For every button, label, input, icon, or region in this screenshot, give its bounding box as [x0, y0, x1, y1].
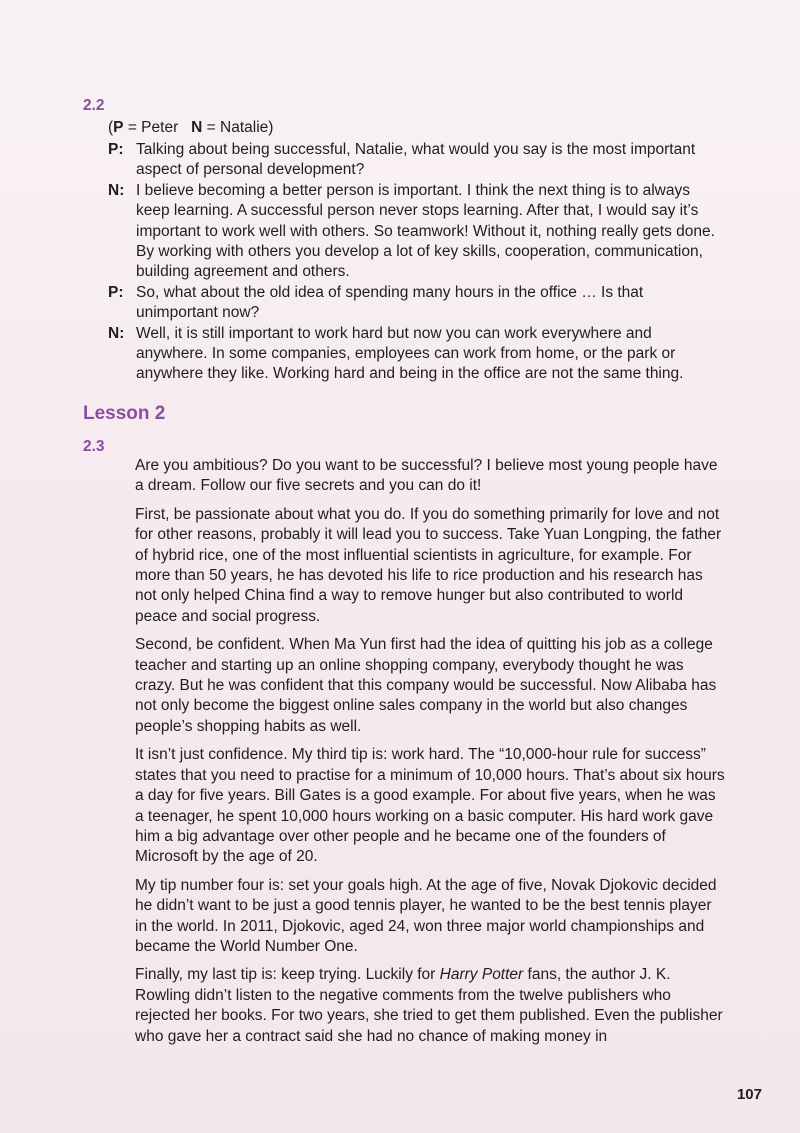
dialogue-line	[108, 283, 723, 324]
utterance: Talking about being successful, Natalie, what would you say is the most important aspect of personal development?	[136, 141, 696, 179]
legend-open: (	[108, 119, 114, 136]
page-number: 107	[736, 1086, 762, 1103]
dialogue-line	[108, 140, 723, 181]
paragraph-last	[135, 965, 725, 1047]
section-number-2-2: 2.2	[83, 97, 105, 114]
dialogue-line	[108, 181, 723, 283]
utterance: Well, it is still important to work hard but now you can work everywhere and anywhere. In some companies, employees can work from home, or the park or anywhere they like. Working hard and being in the office are not the same thing.	[136, 324, 684, 383]
speaker-label: N:	[108, 181, 125, 199]
legend-p-name: = Peter	[123, 119, 179, 136]
paragraph: Second, be confident. When Ma Yun first had the idea of quitting his job as a college teacher and starting up an online shopping company, everybody thought he was crazy. But he was confident that this company would be successful. Now Alibaba has not only become the biggest online sales company in the world but also changes people’s shopping habits as well.	[135, 636, 717, 735]
lesson-heading: Lesson 2	[83, 403, 166, 424]
speaker-label: N:	[108, 324, 125, 342]
legend-n-name: = Natalie)	[202, 119, 274, 136]
section-number-2-3: 2.3	[83, 438, 105, 455]
paragraph-text-end: fans, the author J. K. Rowling didn’t listen to the negative comments from the twelve publishers who rejected her books. For two years, she tried to get them published. Even the publisher who gave her a contract said she had no chance of making money in	[135, 966, 723, 1045]
paragraph: It isn’t just confidence. My third tip is: work hard. The “10,000-hour rule for success” states that you need to practise for a minimum of 10,000 hours. That’s about six hours a day for five years. Bill Gates is a good example. For about five years, when he was a teenager, he spent 10,000 hours working on a basic computer. His hard work gave him a big advantage over other people and he became one of the founders of Microsoft by the age of 20.	[135, 746, 725, 866]
dialogue-line	[108, 324, 723, 385]
book-title: Harry Potter	[439, 966, 524, 984]
paragraph: Are you ambitious? Do you want to be successful? I believe most young people have a dream. Follow our five secrets and you can do it!	[135, 457, 718, 495]
utterance: So, what about the old idea of spending many hours in the office … Is that unimportant now?	[136, 283, 644, 322]
speaker-legend	[108, 118, 273, 138]
utterance: I believe becoming a better person is important. I think the next thing is to always keep learning. A successful person never stops learning. After that, I would say it’s important to work well with others. So teamwork! Without it, nothing really gets done. By working with others you develop a lot of key skills, cooperation, communication, building agreement and others.	[136, 181, 715, 281]
legend-n-key: N	[191, 119, 203, 136]
paragraph-text-start: Finally, my last tip is: keep trying. Luckily for	[135, 966, 440, 984]
speaker-label: P:	[108, 283, 124, 301]
paragraph: First, be passionate about what you do. If you do something primarily for love and not for other reasons, probably it will lead you to success. Take Yuan Longping, the father of hybrid rice, one of the most influential scientists in agriculture, for example. For more than 50 years, he has devoted his life to rice production and his research has not only helped China find a way to remove hunger but also contributed to world peace and social progress.	[135, 505, 722, 625]
reading-passage	[135, 456, 725, 1055]
paragraph: My tip number four is: set your goals high. At the age of five, Novak Djokovic decided he didn’t want to be just a good tennis player, he wanted to be the best tennis player in the world. In 2011, Djokovic, aged 24, won three major world championships and became the World Number One.	[135, 876, 717, 955]
dialogue-transcript	[108, 140, 723, 385]
legend-p-key: P	[113, 119, 124, 136]
speaker-label: P:	[108, 141, 124, 158]
